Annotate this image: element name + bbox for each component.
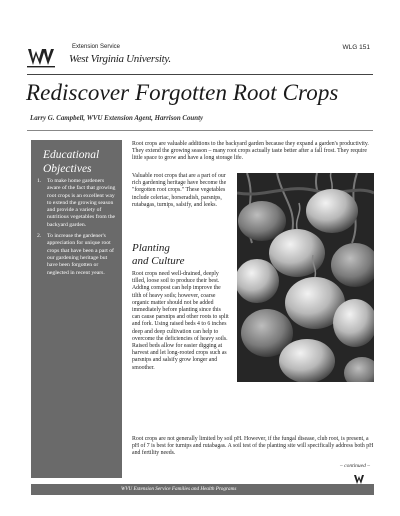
continued-note: – continued –	[340, 463, 370, 469]
wvu-logo	[27, 46, 55, 68]
objective-item	[37, 233, 119, 277]
document-code: WLG 151	[342, 44, 370, 51]
objectives-sidebar	[31, 140, 122, 478]
masthead	[27, 40, 187, 74]
header-divider	[27, 74, 373, 75]
heritage-paragraph: Valuable root crops that are a part of our rich gardening heritage have become the "forgotten root crops." These vegetables include celeriac, horseradish, parsnips, rutabagas, turnips, salsify, and leeks.	[132, 173, 227, 208]
turnips-photo	[237, 173, 374, 382]
objective-text: To increase the gardener's appreciation for unique root crops that have been a part of our gardening heritage but have been forgotten or neglected in recent years.	[47, 233, 114, 276]
page-title: Rediscover Forgotten Root Crops	[26, 80, 339, 105]
objectives-heading-line1: Educational	[43, 149, 100, 161]
turnips-illustration	[237, 173, 374, 382]
objectives-heading-line2: Objectives	[43, 163, 92, 175]
author-byline: Larry G. Campbell, WVU Extension Agent, Harrison County	[30, 115, 204, 122]
university-name: West Virginia University.	[69, 53, 171, 65]
objective-item	[37, 178, 119, 229]
title-divider	[27, 130, 373, 131]
planting-heading	[132, 242, 184, 268]
planting-paragraph: Root crops need well-drained, deeply tilled, loose soil to produce their best. Adding compost can help improve the tilth of heavy soils; however, coarse organic matter should not be added immediately before planting since this can cause parsnips and other roots to split and fork. Using raised beds 4 to 6 inches deep and deep cultivation can help to overcome the deficiencies of heavy soils. Raised beds allow for easier digging at harvest and let long-rooted crops such as parsnips and salsify grow longer and smoother.	[132, 271, 229, 371]
footer-bar	[31, 484, 374, 495]
objectives-list	[37, 178, 119, 281]
intro-paragraph: Root crops are valuable additions to the backyard garden because they expand a garden's productivity. They extend the growing season – many root crops actually taste better after a fall frost. They require little space to grow and have a long storage life.	[132, 141, 369, 162]
wv-small-logo	[354, 475, 366, 485]
objective-number: 1.	[37, 178, 42, 184]
extension-service-label: Extension Service	[72, 44, 121, 50]
planting-heading-line2: and Culture	[132, 255, 185, 267]
objective-number: 2.	[37, 233, 42, 240]
soil-ph-paragraph: Root crops are not generally limited by soil pH. However, if the fungal disease, club root, is present, a pH of 7 is best for turnips and rutabagas. A soil test of the planting site will specifically address both pH and fertility needs.	[132, 436, 374, 457]
footer-text: WVU Extension Service Families and Health Programs	[121, 486, 237, 492]
planting-heading-line1: Planting	[132, 242, 170, 254]
objectives-heading	[43, 148, 99, 176]
objective-text: To make home gardeners aware of the fact that growing root crops is an excellent way to extend the growing season and provide a variety of nutritious vegetables from the backyard garden.	[47, 178, 116, 228]
